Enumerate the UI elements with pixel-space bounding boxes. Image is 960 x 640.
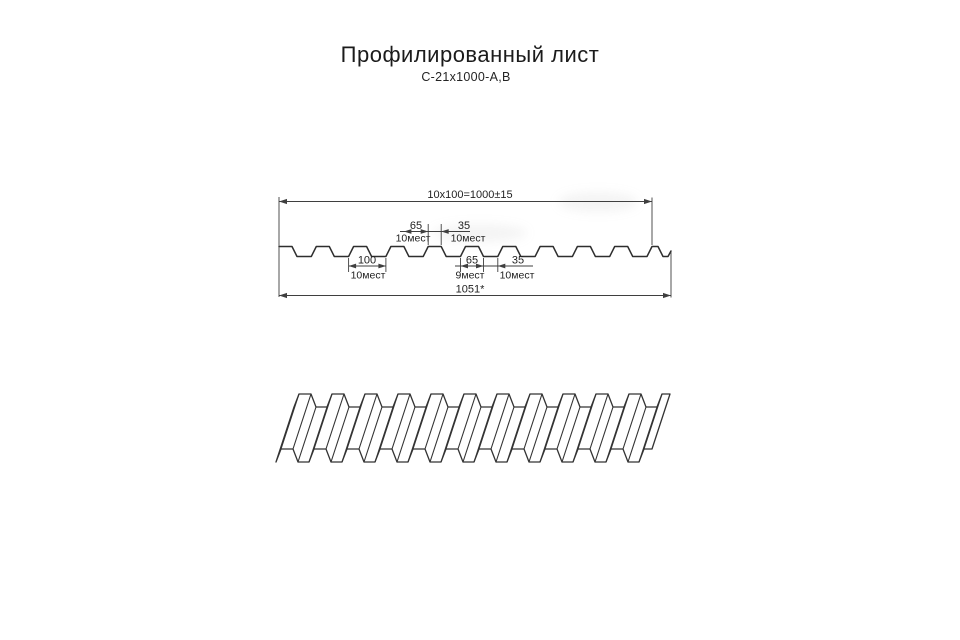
dim-pitch-100-note: 10мест <box>350 269 386 282</box>
dim-overall-width: 10x100=1000±15 <box>427 189 513 201</box>
dim-total-width: 1051* <box>455 283 485 296</box>
perspective-view-drawing <box>255 375 685 490</box>
dim-upper-35-note: 10мест <box>450 232 486 245</box>
dim-pitch-100: 100 <box>357 254 377 267</box>
dim-lower-35: 35 <box>511 254 525 267</box>
dim-upper-65: 65 <box>409 220 423 232</box>
dim-lower-65-note: 9мест <box>455 269 485 282</box>
dim-upper-35: 35 <box>457 220 471 232</box>
profile-designation: С-21х1000-А,В <box>421 70 511 84</box>
cross-section-drawing <box>250 178 700 313</box>
page-title: Профилированный лист <box>340 42 600 67</box>
dim-upper-65-note: 10мест <box>395 232 431 245</box>
dim-lower-35-note: 10мест <box>499 269 535 282</box>
dim-lower-65: 65 <box>465 254 479 267</box>
